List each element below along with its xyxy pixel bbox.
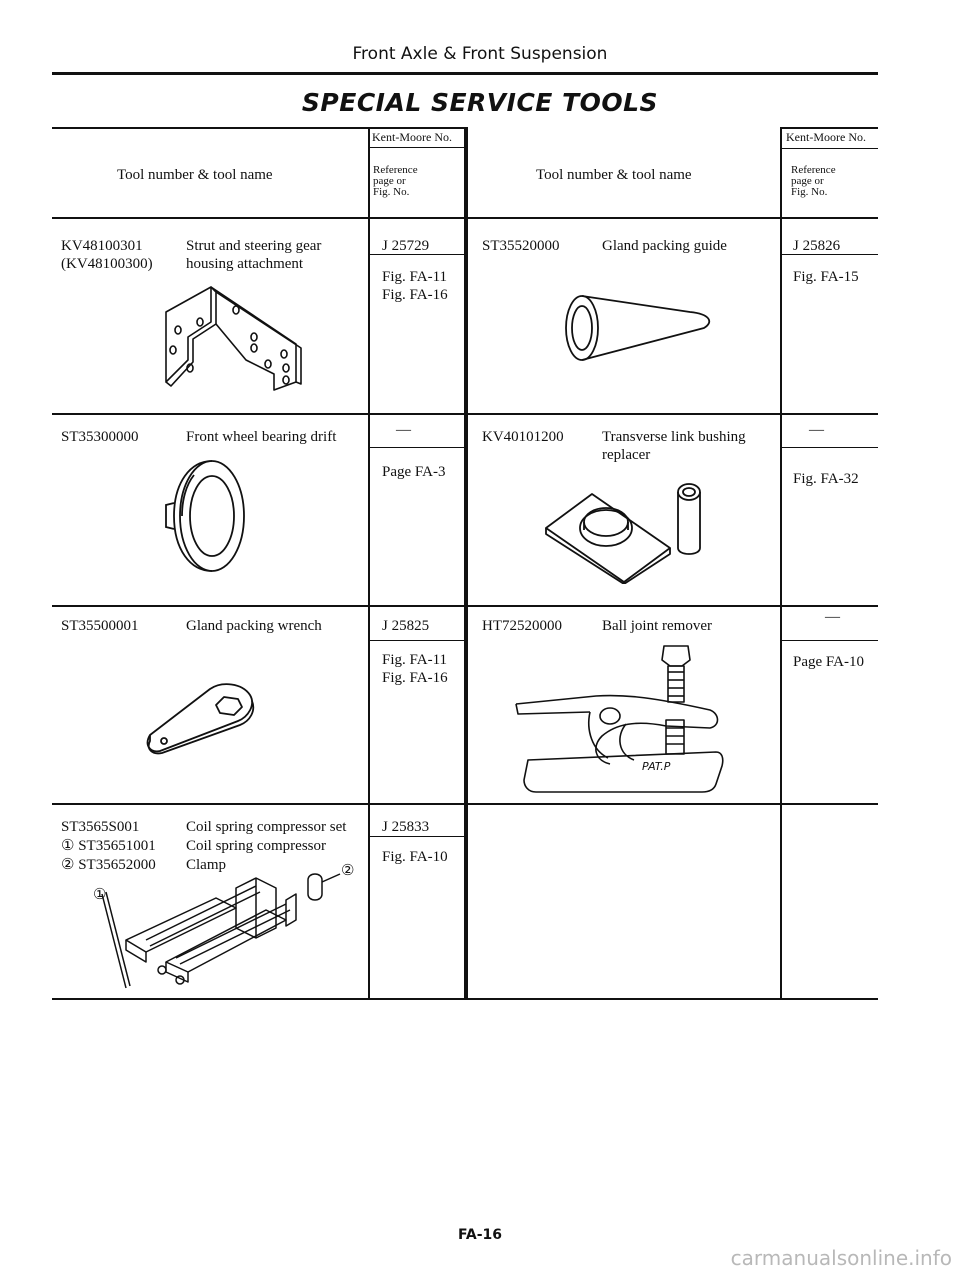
km-subrule-right: [782, 148, 878, 149]
tool-number: ST35520000: [482, 238, 560, 254]
tool-name: Gland packing guide: [602, 238, 727, 254]
reference-fig: Fig. FA-10: [382, 849, 448, 865]
tool-number: KV40101200: [482, 429, 564, 445]
page-number: FA-16: [457, 1227, 503, 1243]
patent-stamp: PAT.P: [642, 760, 671, 773]
tool-name: Gland packing wrench: [186, 618, 322, 634]
kent-moore-number: —: [825, 609, 840, 625]
ref-subrule-l2: [369, 447, 466, 448]
ref-subrule-l4: [369, 836, 466, 837]
tool-number-part-1: ① ST35651001: [61, 838, 156, 854]
reference-fig: Fig. FA-32: [793, 471, 859, 487]
ref-heading-left-1: Reference: [373, 164, 418, 176]
gland-guide-icon: [560, 292, 720, 364]
reference-page: Page FA-3: [382, 464, 446, 480]
tool-number: HT72520000: [482, 618, 562, 634]
km-heading-right: Kent-Moore No.: [786, 130, 866, 144]
watermark: carmanualsonline.info: [730, 1246, 952, 1270]
reference-fig: Fig. FA-11: [382, 269, 448, 285]
tool-name: Transverse link bushing: [602, 429, 746, 445]
table-top-rule-left: [52, 127, 466, 129]
bushing-replacer-icon: [540, 472, 720, 584]
tool-name-part-2: Clamp: [186, 857, 226, 873]
gland-wrench-icon: [140, 675, 258, 755]
callout-1: ①: [93, 887, 107, 903]
kent-moore-number: J 25825: [382, 618, 430, 634]
tool-name-part-1: Coil spring compressor: [186, 838, 326, 854]
tool-name-line2: housing attachment: [186, 256, 304, 272]
tool-number: ST35500001: [61, 618, 139, 634]
tool-name: Coil spring compressor set: [186, 819, 347, 835]
tool-number-alt: (KV48100300): [61, 256, 153, 272]
header-rule: [52, 72, 878, 75]
tool-number-part-2: ② ST35652000: [61, 857, 156, 873]
section-title: Front Axle & Front Suspension: [352, 44, 608, 64]
reference-page: Page FA-10: [793, 654, 864, 670]
center-divider: [464, 127, 468, 1000]
tool-name-line2: replacer: [602, 447, 651, 463]
kent-moore-number: J 25833: [382, 819, 430, 835]
ref-heading-left-3: Fig. No.: [373, 186, 410, 198]
table-top-rule-right: [782, 127, 878, 129]
ref-heading-right-1: Reference: [791, 164, 836, 176]
ref-subrule-r3: [782, 640, 878, 641]
tool-name: Strut and steering gear: [186, 238, 322, 254]
reference-fig: Fig. FA-16: [382, 670, 448, 686]
ball-joint-remover-icon: [506, 640, 732, 795]
kent-moore-number: J 25826: [793, 238, 841, 254]
tool-number: ST3565S001: [61, 819, 140, 835]
tool-name: Front wheel bearing drift: [186, 429, 337, 445]
strut-housing-attachment-icon: [156, 282, 304, 392]
km-column-divider-right: [780, 127, 782, 1000]
kent-moore-number: —: [396, 422, 411, 438]
km-heading-left: Kent-Moore No.: [372, 130, 452, 144]
km-column-divider-left: [368, 127, 370, 1000]
coil-spring-compressor-icon: [96, 870, 346, 995]
km-subrule-left: [369, 147, 466, 148]
tool-number: KV48100301: [61, 238, 143, 254]
tool-name: Ball joint remover: [602, 618, 712, 634]
reference-fig: Fig. FA-15: [793, 269, 859, 285]
tool-number: ST35300000: [61, 429, 139, 445]
callout-2: ②: [341, 863, 355, 879]
ref-heading-left-2: page or: [373, 175, 406, 187]
ref-subrule-l3: [369, 640, 466, 641]
ref-heading-right-2: page or: [791, 175, 824, 187]
page-title: SPECIAL SERVICE TOOLS: [301, 88, 659, 117]
kent-moore-number: J 25729: [382, 238, 430, 254]
bearing-drift-icon: [160, 455, 250, 577]
tool-heading-left: Tool number & tool name: [117, 167, 273, 183]
tool-heading-right: Tool number & tool name: [536, 167, 692, 183]
reference-fig: Fig. FA-11: [382, 652, 448, 668]
reference-fig: Fig. FA-16: [382, 287, 448, 303]
ref-subrule-r2: [782, 447, 878, 448]
ref-heading-right-3: Fig. No.: [791, 186, 828, 198]
kent-moore-number: —: [809, 422, 824, 438]
